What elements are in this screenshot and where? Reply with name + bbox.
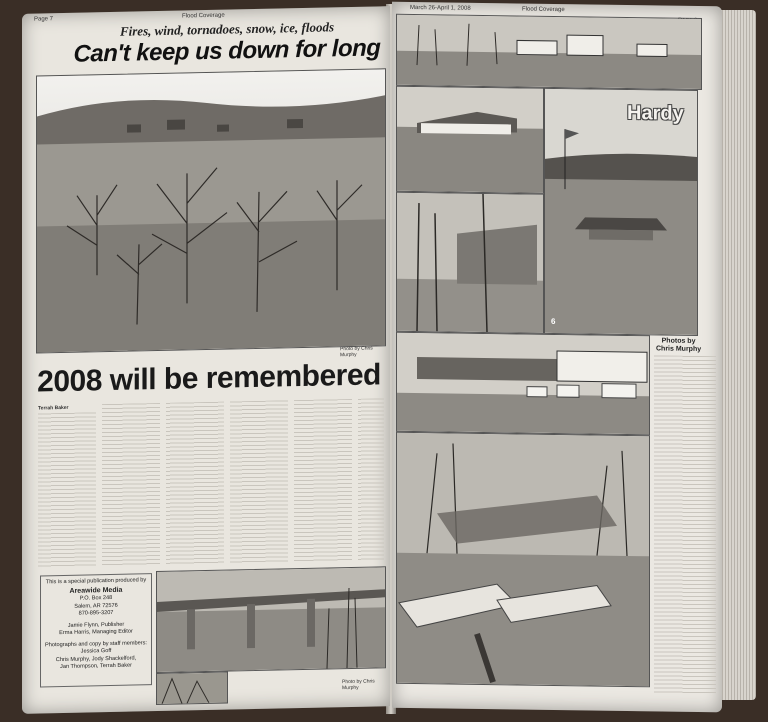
pub-line: Jan Thompson, Terrah Baker (60, 662, 132, 671)
photos-by-name: Chris Murphy (656, 345, 702, 354)
article-column-1 (38, 412, 96, 567)
secondary-headline: 2008 will be remembered (37, 358, 381, 399)
photos-by-label: Photos by (661, 337, 696, 345)
bench-flood-photo (396, 432, 650, 688)
left-folio-page: Page 7 (34, 16, 54, 23)
photo-number: 6 (551, 316, 556, 326)
pub-line: This is a special publication produced by (45, 577, 147, 586)
publication-info-box (40, 573, 152, 687)
flooded-building-photo (396, 86, 544, 194)
hardy-pavilion-photo (544, 88, 698, 336)
caption-text-column (654, 355, 716, 694)
pub-line: Photographs and copy by staff members: (45, 639, 147, 649)
pub-line: Chris Murphy, Jody Shackelford, (55, 655, 137, 663)
pub-line: P.O. Box 248 (79, 594, 113, 602)
pub-line: Jessica Goff (80, 648, 112, 655)
right-folio-section: Flood Coverage (522, 6, 565, 14)
hardy-label: Hardy (627, 101, 684, 125)
flooded-houses-photo (396, 14, 702, 90)
tree-debris-photo (156, 672, 228, 706)
article-column-3 (166, 402, 224, 565)
pub-name: Areawide Media (69, 586, 123, 595)
photo-credit: Photo by Chris Murphy (340, 345, 373, 359)
pub-line: Jamie Flynn, Publisher (67, 621, 125, 629)
pub-line: Salem, AR 72576 (74, 602, 118, 610)
article-column-4 (230, 400, 288, 563)
right-folio-date: March 26-April 1, 2008 (410, 4, 471, 12)
gas-station-photo (396, 332, 650, 436)
main-headline: Can't keep us down for long (73, 34, 381, 68)
article-column-5 (294, 399, 352, 562)
bottom-photo-credit: Photo by Chris Murphy (342, 678, 375, 692)
right-page (392, 2, 722, 713)
left-folio-section: Flood Coverage (182, 12, 225, 20)
page-edges (720, 10, 756, 700)
pub-line: Erma Harris, Managing Editor (59, 628, 133, 637)
article-byline: Terrah Baker (38, 404, 69, 412)
left-page (22, 6, 390, 714)
article-column-2 (102, 403, 160, 566)
article-column-6 (358, 398, 384, 561)
flooded-barn-photo (396, 192, 544, 334)
kicker: Fires, wind, tornadoes, snow, ice, floods (119, 19, 335, 39)
pub-line: 870-895-3207 (78, 610, 114, 617)
flood-landscape-photo (36, 68, 386, 353)
bridge-flood-photo (156, 566, 386, 673)
photos-by-credit (656, 337, 701, 354)
